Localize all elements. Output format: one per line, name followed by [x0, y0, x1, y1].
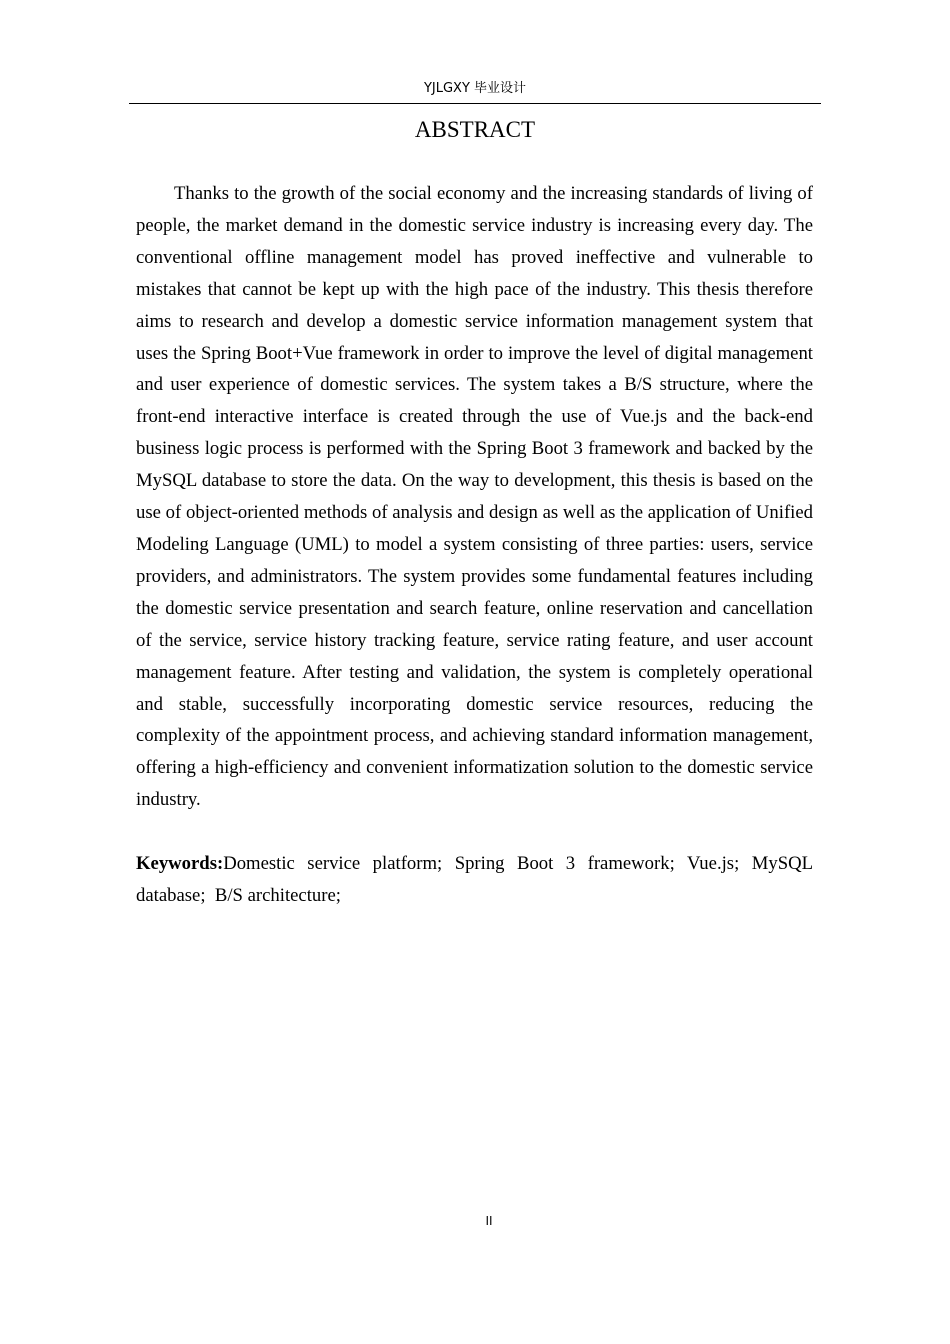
- keywords-paragraph: [136, 848, 813, 912]
- keyword-item: Spring Boot 3 framework;: [454, 853, 675, 874]
- keyword-item: Vue.js;: [686, 853, 740, 874]
- header-divider: [129, 103, 821, 104]
- keyword-item: Domestic service platform;: [223, 853, 443, 874]
- page-number: II: [485, 1214, 493, 1228]
- abstract-body: Thanks to the growth of the social economy and the increasing standards of living of people, the market demand in the domestic service industry is increasing every day. The conventional offline management model has proved ineffective and vulnerable to mistakes that cannot be kept up with the high pace of the industry. This thesis therefore aims to research and develop a domestic service information management system that uses the Spring Boot+Vue framework in order to improve the level of digital management and user experience of domestic services. The system takes a B/S structure, where the front-end interactive interface is created through the use of Vue.js and the back-end business logic process is performed with the Spring Boot 3 framework and backed by the MySQL database to store the data. On the way to development, this thesis is based on the use of object-oriented methods of analysis and design as well as the application of Unified Modeling Language (UML) to model a system consisting of three parties: users, service providers, and administrators. The system provides some fundamental features including the domestic service presentation and search feature, online reservation and cancellation of the service, service history tracking feature, service rating feature, and user account management feature. After testing and validation, the system is completely operational and stable, successfully incorporating domestic service resources, reducing the complexity of the appointment process, and achieving standard information management, offering a high-efficiency and convenient informatization solution to the domestic service industry.: [136, 183, 813, 811]
- running-header: YJLGXY 毕业设计: [423, 81, 527, 96]
- abstract-title: ABSTRACT: [414, 117, 536, 142]
- keyword-item: B/S architecture;: [214, 884, 341, 906]
- keyword-item: MySQL database;: [136, 853, 814, 906]
- keywords-label: Keywords:: [136, 853, 224, 874]
